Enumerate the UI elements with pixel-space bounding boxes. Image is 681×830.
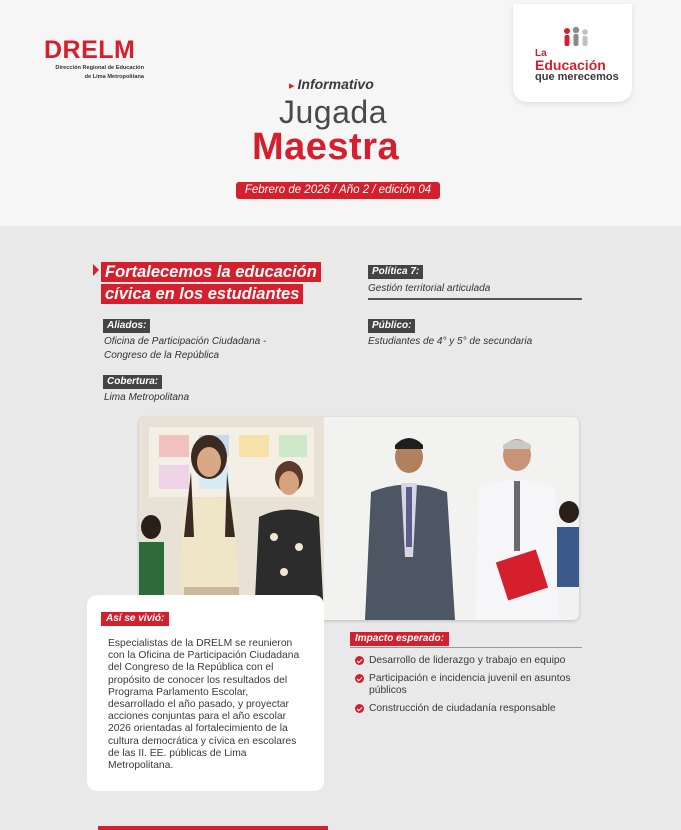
check-circle-icon — [355, 656, 364, 665]
cobertura-value: Lima Metropolitana — [104, 392, 190, 403]
impact-item-text: Desarrollo de liderazgo y trabajo en equipo — [369, 655, 566, 666]
story-line: de las II. EE. públicas de Lima — [108, 747, 247, 759]
aliados-label: Aliados: — [103, 319, 150, 333]
brand-card — [513, 4, 632, 102]
politica-value: Gestión territorial articulada — [368, 283, 491, 294]
impact-label: Impacto esperado: — [350, 632, 449, 646]
children-figures-icon — [558, 26, 592, 50]
publico-label: Público: — [368, 319, 415, 333]
event-photo-illustration — [139, 417, 579, 620]
publico-value: Estudiantes de 4° y 5° de secundaria — [368, 336, 533, 347]
impact-item — [355, 703, 595, 715]
story-line: desarrollado el año pasado, y proyectar — [108, 699, 289, 711]
title-line-1: Jugada — [279, 94, 387, 130]
politica-label: Política 7: — [368, 265, 423, 279]
impact-list — [355, 655, 595, 721]
impact-divider — [350, 647, 582, 648]
cobertura-label: Cobertura: — [103, 375, 162, 389]
story-body — [108, 638, 311, 772]
kicker-text: Informativo — [297, 76, 374, 92]
story-line: acciones conjuntas para el año escolar — [108, 711, 287, 723]
drelm-logo — [44, 38, 144, 81]
politica-divider — [368, 298, 582, 300]
logo-subtitle-2: de Lima Metropolitana — [84, 74, 144, 80]
story-label: Así se vivió: — [101, 612, 169, 626]
headline-line-1: Fortalecemos la educación — [101, 262, 321, 282]
brand-line-2: Educación — [535, 57, 606, 73]
kicker — [289, 76, 374, 92]
triangle-marker-icon: ▸ — [289, 80, 295, 92]
title-line-2: Maestra — [252, 126, 400, 168]
impact-item-text: Construcción de ciudadanía responsable — [369, 703, 556, 714]
brand-line-1: La — [535, 48, 547, 59]
bottom-accent-bar — [98, 826, 328, 830]
story-line: cultura democrática y cívica en escolares — [108, 735, 297, 747]
story-line: con la Oficina de Participación Ciudadana — [108, 650, 300, 662]
logo-name: DRELM — [44, 36, 136, 64]
headline-line-2: cívica en los estudiantes — [101, 284, 303, 304]
brand-line-3: que merecemos — [535, 71, 619, 83]
impact-item — [355, 655, 595, 667]
story-line: Especialistas de la DRELM se reunieron — [108, 638, 293, 649]
logo-subtitle-1: Dirección Regional de Educación — [55, 65, 144, 71]
impact-item-text: Participación e incidencia juvenil en asuntos públicos — [369, 673, 571, 696]
story-card — [87, 595, 324, 791]
story-line: propósito de conocer los resultados del — [108, 674, 288, 686]
event-photo — [139, 417, 579, 620]
check-circle-icon — [355, 674, 364, 683]
story-line: 2026 orientadas al fortalecimiento de la — [108, 723, 288, 735]
aliados-value-2: Congreso de la República — [104, 350, 220, 361]
aliados-value-1: Oficina de Participación Ciudadana - — [104, 336, 267, 347]
edition-badge: Febrero de 2026 / Año 2 / edición 04 — [236, 182, 440, 199]
impact-item — [355, 673, 595, 697]
story-line: del Congreso de la República con el — [108, 662, 274, 674]
story-line: Programa Parlamento Escolar, — [108, 686, 249, 698]
story-line: Metropolitana. — [108, 760, 174, 772]
check-circle-icon — [355, 704, 364, 713]
